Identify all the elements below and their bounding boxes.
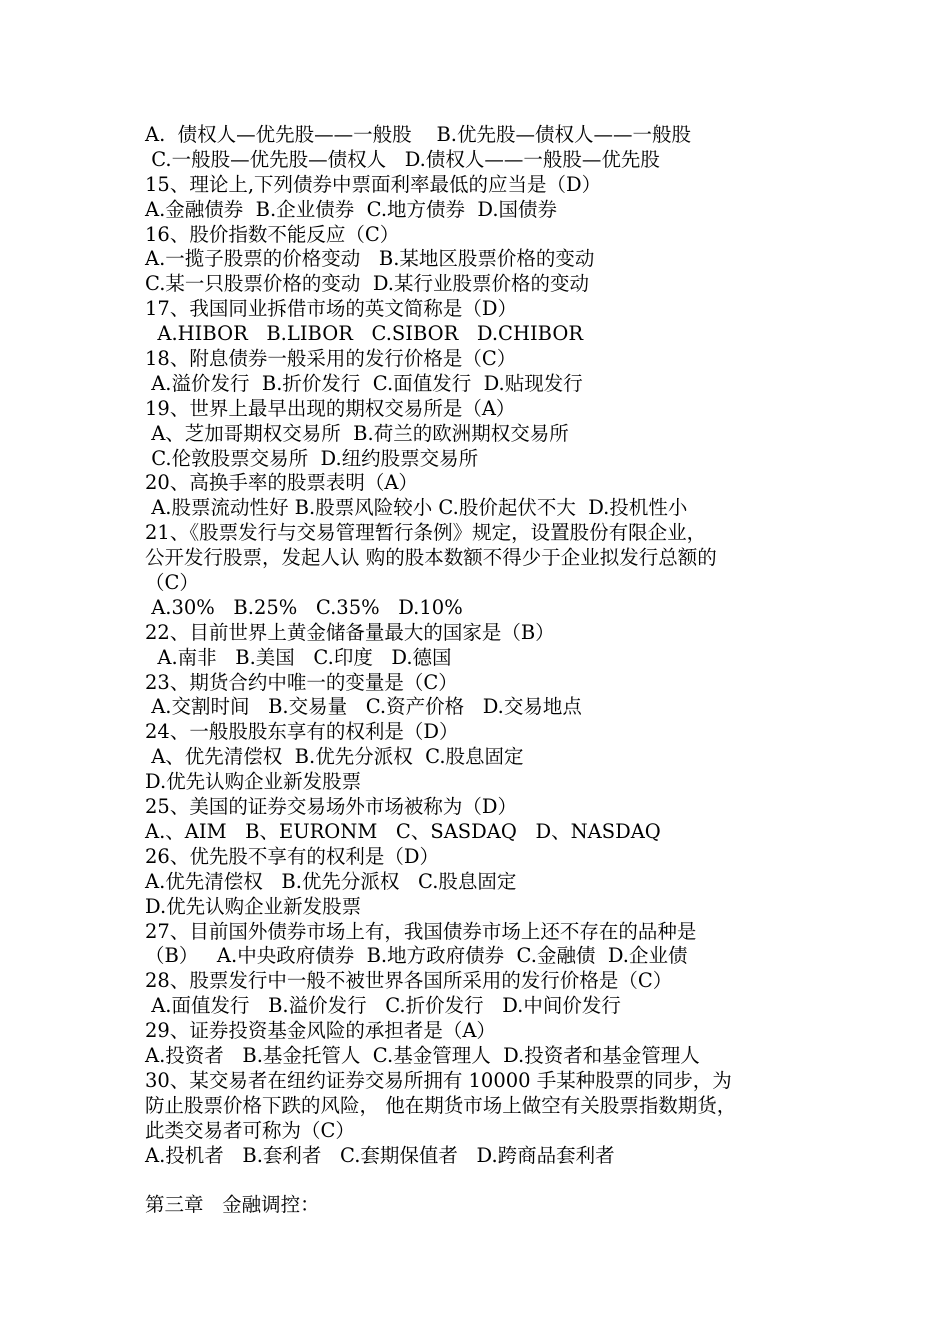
options-29: A.投资者 B.基金托管人 C.基金管理人 D.投资者和基金管理人 — [145, 1043, 700, 1067]
options-20: A.股票流动性好 B.股票风险较小 C.股价起伏不大 D.投机性小 — [145, 496, 688, 520]
options-26: A.优先清偿权 B.优先分派权 C.股息固定 — [145, 869, 517, 893]
options-15: A.金融债券 B.企业债券 C.地方债券 D.国债券 — [145, 197, 558, 221]
options-19: C.伦敦股票交易所 D.纽约股票交易所 — [145, 446, 479, 470]
question-28: 28、股票发行中一般不被世界各国所采用的发行价格是（C） — [145, 969, 673, 993]
options-17: A.HIBOR B.LIBOR C.SIBOR D.CHIBOR — [145, 322, 584, 346]
blank-line — [145, 1168, 835, 1193]
options-27: （B） A.中央政府债券 B.地方政府债券 C.金融债 D.企业债 — [145, 944, 688, 968]
question-16: 16、股价指数不能反应（C） — [145, 222, 400, 246]
options-18: A.溢价发行 B.折价发行 C.面值发行 D.贴现发行 — [145, 371, 583, 395]
text-line: C.一般股—优先股—债权人 D.债权人——一般股—优先股 — [145, 147, 660, 171]
options-19: A、芝加哥期权交易所 B.荷兰的欧洲期权交易所 — [145, 421, 569, 445]
question-30: 30、某交易者在纽约证券交易所拥有 10000 手某种股票的同步，为 — [145, 1068, 732, 1092]
options-24: A、优先清偿权 B.优先分派权 C.股息固定 — [145, 745, 524, 769]
chapter-heading: 第三章 金融调控： — [145, 1193, 320, 1217]
options-16: A.一揽子股票的价格变动 B.某地区股票价格的变动 — [145, 247, 595, 271]
options-21: A.30% B.25% C.35% D.10% — [145, 595, 463, 619]
question-21: 公开发行股票，发起人认 购的股本数额不得少于企业拟发行总额的 — [145, 546, 717, 570]
question-21: 21、《股票发行与交易管理暂行条例》规定，设置股份有限企业， — [145, 521, 707, 545]
question-27: 27、目前国外债券市场上有，我国债券市场上还不存在的品种是 — [145, 919, 697, 943]
options-25: A.、AIM B、EURONM C、SASDAQ D、NASDAQ — [145, 819, 661, 843]
question-23: 23、期货合约中唯一的变量是（C） — [145, 670, 458, 694]
question-17: 17、我国同业拆借市场的英文简称是（D） — [145, 297, 517, 321]
text-line: A. 债权人—优先股——一般股 B.优先股—债权人——一般股 — [145, 123, 692, 146]
options-30: A.投机者 B.套利者 C.套期保值者 D.跨商品套利者 — [145, 1143, 615, 1167]
question-19: 19、世界上最早出现的期权交易所是（A） — [145, 396, 516, 420]
options-28: A.面值发行 B.溢价发行 C.折价发行 D.中间价发行 — [145, 994, 621, 1018]
question-21: （C） — [145, 571, 199, 595]
question-20: 20、高换手率的股票表明（A） — [145, 471, 418, 495]
options-22: A.南非 B.美国 C.印度 D.德国 — [145, 645, 452, 669]
question-15: 15、理论上,下列债券中票面利率最低的应当是（D） — [145, 172, 602, 196]
question-30: 此类交易者可称为（C） — [145, 1118, 355, 1142]
question-25: 25、美国的证券交易场外市场被称为（D） — [145, 795, 517, 819]
question-22: 22、目前世界上黄金储备量最大的国家是（B） — [145, 620, 555, 644]
options-23: A.交割时间 B.交易量 C.资产价格 D.交易地点 — [145, 695, 582, 719]
document-page — [145, 123, 835, 1218]
options-16: C.某一只股票价格的变动 D.某行业股票价格的变动 — [145, 272, 589, 296]
question-29: 29、证券投资基金风险的承担者是（A） — [145, 1019, 496, 1043]
question-26: 26、优先股不享有的权利是（D） — [145, 844, 439, 868]
question-18: 18、附息债券一般采用的发行价格是（C） — [145, 347, 517, 371]
options-26: D.优先认购企业新发股票 — [145, 894, 362, 918]
options-24: D.优先认购企业新发股票 — [145, 770, 362, 794]
question-24: 24、一般股股东享有的权利是（D） — [145, 720, 459, 744]
question-30: 防止股票价格下跌的风险， 他在期货市场上做空有关股票指数期货， — [145, 1093, 737, 1117]
